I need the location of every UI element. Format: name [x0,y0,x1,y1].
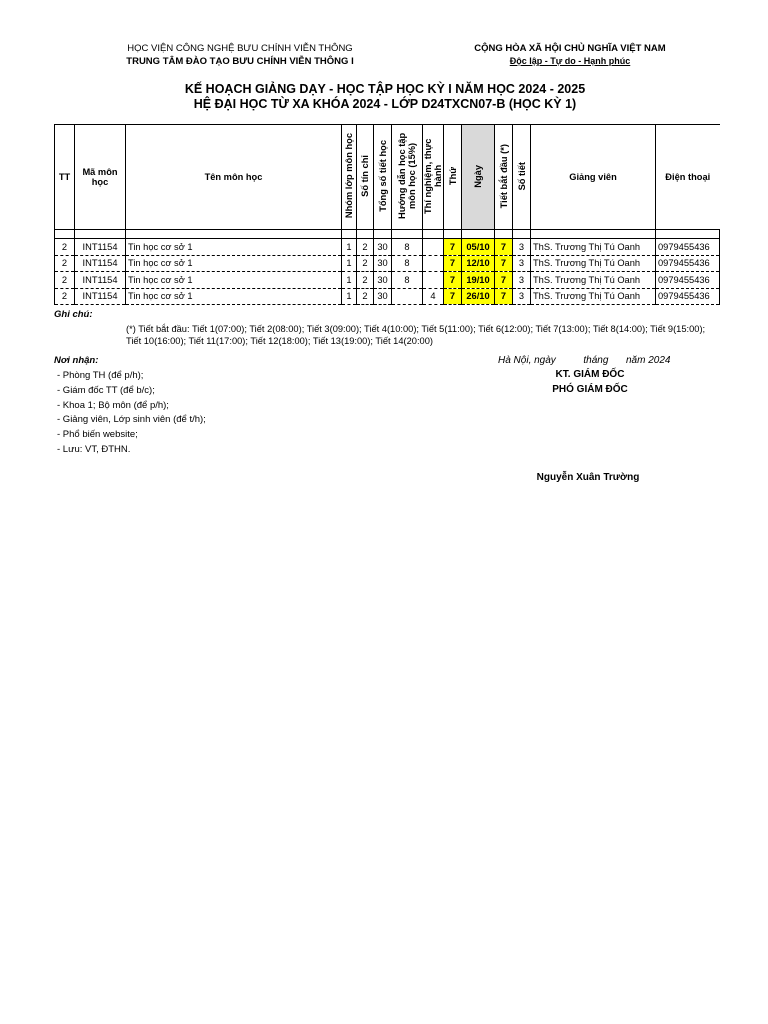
table-row [55,255,720,272]
signature-role-1: KT. GIÁM ĐỐC [555,369,625,380]
nation-line-1: CỘNG HÒA XÃ HỘI CHỦ NGHĨA VIỆT NAM [474,43,666,54]
cell-tiet-bat-dau: 7 [495,239,513,256]
cell-ten-mon: Tin học cơ sở 1 [126,272,342,289]
cell-thi-nghiem [423,272,444,289]
recipient-item: - Phòng TH (để p/h); [57,370,144,381]
cell-tt: 2 [55,239,75,256]
cell-thi-nghiem [423,255,444,272]
notes-label: Ghi chú: [54,309,93,320]
cell-thu: 7 [444,255,462,272]
col-ngay: Ngày [462,125,495,230]
header-spacer-row [55,230,720,239]
cell-ngay: 26/10 [462,288,495,305]
cell-nhom: 1 [342,255,357,272]
cell-tiet-bat-dau: 7 [495,288,513,305]
cell-tiet-bat-dau: 7 [495,255,513,272]
cell-tt: 2 [55,272,75,289]
cell-giang-vien: ThS. Trương Thị Tú Oanh [531,272,656,289]
date-part-day: Hà Nội, ngày [498,355,556,366]
document-title [60,82,710,112]
recipient-item: - Khoa 1; Bộ môn (để p/h); [57,399,169,411]
recipient-item: - Giám đốc TT (để b/c); [57,384,155,396]
nation-motto: Độc lập - Tự do - Hạnh phúc [509,56,631,66]
cell-ngay: 19/10 [462,272,495,289]
cell-thu: 7 [444,288,462,305]
table-row [55,288,720,305]
col-giang-vien: Giảng viên [531,125,656,230]
cell-ma-mon: INT1154 [75,272,126,289]
cell-nhom: 1 [342,239,357,256]
schedule-table [54,124,720,305]
cell-tt: 2 [55,255,75,272]
col-thu: Thứ [444,125,462,230]
col-tin-chi: Số tín chỉ [357,125,374,230]
cell-tong-tiet: 30 [374,239,392,256]
cell-ten-mon: Tin học cơ sở 1 [126,255,342,272]
cell-tin-chi: 2 [357,239,374,256]
organization-header [100,42,380,68]
cell-giang-vien: ThS. Trương Thị Tú Oanh [531,288,656,305]
date-part-month: tháng [583,355,609,366]
signature-role-2: PHÓ GIÁM ĐỐC [552,384,628,395]
signer-name: Nguyễn Xuân Trường [536,472,640,483]
cell-dien-thoai: 0979455436 [656,272,720,289]
cell-thi-nghiem: 4 [423,288,444,305]
cell-tt: 2 [55,288,75,305]
cell-huong-dan: 8 [392,272,423,289]
cell-dien-thoai: 0979455436 [656,255,720,272]
cell-tin-chi: 2 [357,288,374,305]
cell-huong-dan: 8 [392,239,423,256]
col-dien-thoai: Điện thoại [656,125,720,230]
cell-dien-thoai: 0979455436 [656,288,720,305]
recipient-item: - Phổ biến website; [57,429,138,441]
col-nhom: Nhóm lớp môn học [342,125,357,230]
cell-tong-tiet: 30 [374,255,392,272]
cell-tong-tiet: 30 [374,272,392,289]
cell-tong-tiet: 30 [374,288,392,305]
col-ma-mon: Mã môn học [75,125,126,230]
cell-thu: 7 [444,272,462,289]
table-row [55,272,720,289]
col-so-tiet: Số tiết [513,125,531,230]
date-line [498,355,670,366]
col-tt: TT [55,125,75,230]
table-header-row [55,125,720,230]
recipient-item: - Giảng viên, Lớp sinh viên (để t/h); [57,414,206,426]
cell-ma-mon: INT1154 [75,239,126,256]
cell-so-tiet: 3 [513,272,531,289]
cell-ngay: 12/10 [462,255,495,272]
cell-dien-thoai: 0979455436 [656,239,720,256]
cell-thi-nghiem [423,239,444,256]
title-line-1: KẾ HOẠCH GIẢNG DẠY - HỌC TẬP HỌC KỲ I NĂM HỌC 2024 - 2025 [184,82,586,96]
cell-ten-mon: Tin học cơ sở 1 [126,288,342,305]
cell-tiet-bat-dau: 7 [495,272,513,289]
cell-so-tiet: 3 [513,255,531,272]
col-tong-tiet: Tổng số tiết học [374,125,392,230]
cell-giang-vien: ThS. Trương Thị Tú Oanh [531,255,656,272]
cell-nhom: 1 [342,272,357,289]
org-line-2: TRUNG TÂM ĐÀO TẠO BƯU CHÍNH VIỄN THÔNG I [126,56,354,67]
notes-text: (*) Tiết bắt đầu: Tiết 1(07:00); Tiết 2(08:00); Tiết 3(09:00); Tiết 4(10:00); Tiết 5(11:00); Tiết 6(12:00); Tiết 7(13:00); Tiết 8(14:00); Tiết 9(15:00); Tiết 10(16:00); Tiết 11(17:00); Tiết 12(18:00); Tiết 13(19:00); Tiết 14(20:00) [126,324,706,346]
cell-ngay: 05/10 [462,239,495,256]
col-huong-dan: Hướng dẫn học tập môn học (15%) [392,125,423,230]
cell-so-tiet: 3 [513,288,531,305]
cell-ma-mon: INT1154 [75,255,126,272]
cell-tin-chi: 2 [357,255,374,272]
cell-huong-dan: 8 [392,255,423,272]
cell-tin-chi: 2 [357,272,374,289]
cell-so-tiet: 3 [513,239,531,256]
col-tiet-bat-dau: Tiết bắt đầu (*) [495,125,513,230]
cell-nhom: 1 [342,288,357,305]
national-header [440,42,700,68]
table-row [55,239,720,256]
cell-ten-mon: Tin học cơ sở 1 [126,239,342,256]
recipients-list [57,369,206,458]
cell-huong-dan [392,288,423,305]
org-line-1: HỌC VIỆN CÔNG NGHỆ BƯU CHÍNH VIỄN THÔNG [127,43,353,54]
date-part-year: năm 2024 [625,355,671,366]
cell-ma-mon: INT1154 [75,288,126,305]
cell-giang-vien: ThS. Trương Thị Tú Oanh [531,239,656,256]
title-line-2: HỆ ĐẠI HỌC TỪ XA KHÓA 2024 - LỚP D24TXCN07-B (HỌC KỲ 1) [193,97,577,111]
recipient-item: - Lưu: VT, ĐTHN. [57,443,131,455]
cell-thu: 7 [444,239,462,256]
col-thi-nghiem: Thí nghiệm, thực hành [423,125,444,230]
recipients-label: Nơi nhận: [54,355,99,366]
col-ten-mon: Tên môn học [126,125,342,230]
